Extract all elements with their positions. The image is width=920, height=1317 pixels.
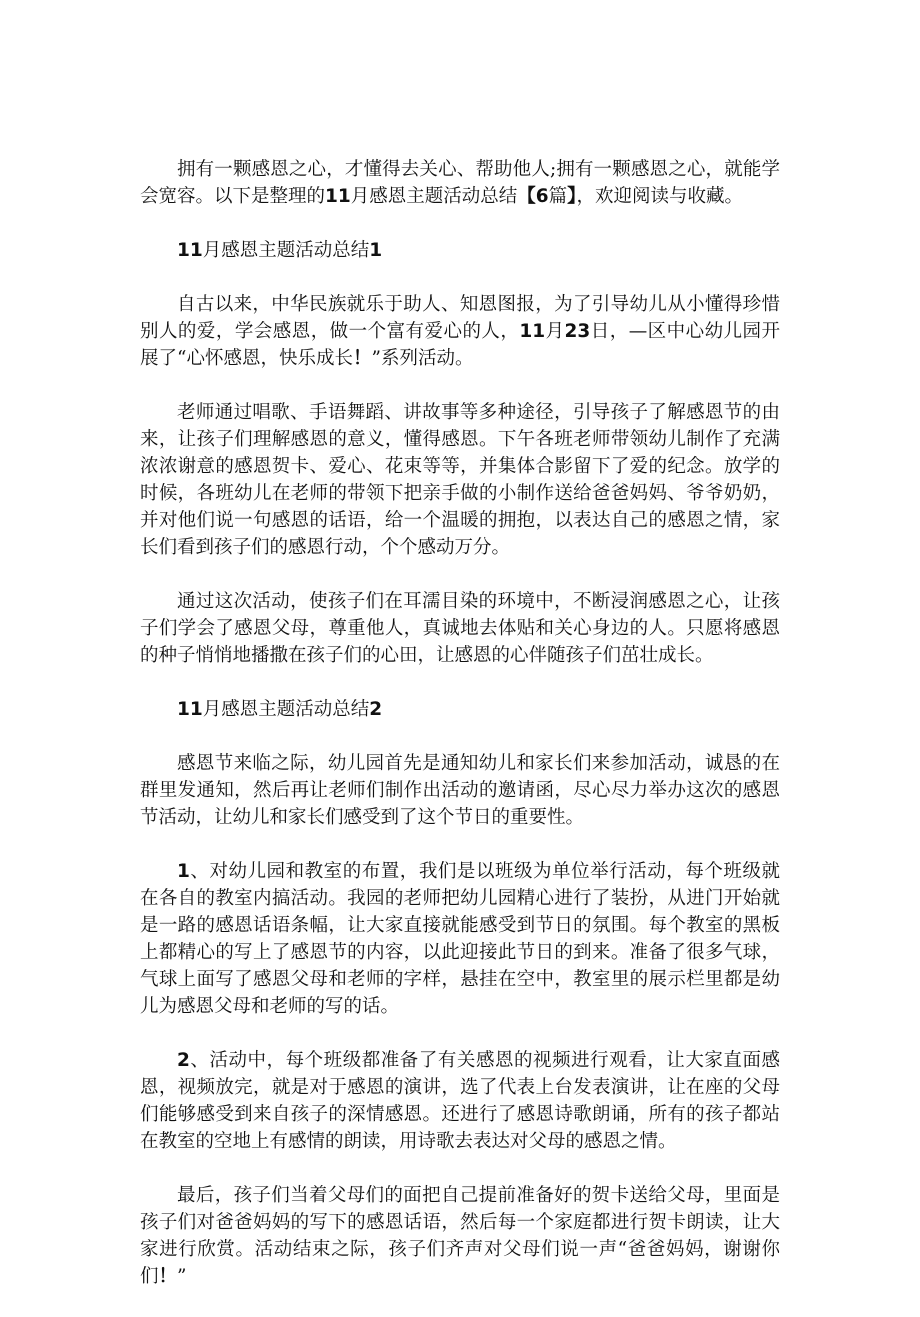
section1-paragraph-2: 老师通过唱歌、手语舞蹈、讲故事等多种途径，引导孩子了解感恩节的由来，让孩子们理解感恩的意义，懂得感恩。下午各班老师带领幼儿制作了充满浓浓谢意的感恩贺卡、爱心、花束等等，并集体合影留下了爱的纪念。放学的时候，各班幼儿在老师的带领下把亲手做的小制作送给爸爸妈妈、爷爷奶奶，并对他们说一句感恩的话语，给一个温暖的拥抱，以表达自己的感恩之情，家长们看到孩子们的感恩行动，个个感动万分。 (140, 402, 780, 558)
section2-paragraph-1: 感恩节来临之际，幼儿园首先是通知幼儿和家长们来参加活动，诚恳的在群里发通知，然后再让老师们制作出活动的邀请函，尽心尽力举办这次的感恩节活动，让幼儿和家长们感受到了这个节日的重要性。 (140, 753, 780, 828)
section-heading-1: 11月感恩主题活动总结1 (177, 240, 383, 261)
document-page (140, 156, 780, 1317)
section-heading-2: 11月感恩主题活动总结2 (177, 699, 383, 720)
section2-paragraph-3: 2、活动中，每个班级都准备了有关感恩的视频进行观看，让大家直面感恩，视频放完，就是对于感恩的演讲，选了代表上台发表演讲，让在座的父母们能够感受到来自孩子的深情感恩。还进行了感恩诗歌朗诵，所有的孩子都站在教室的空地上有感情的朗读，用诗歌去表达对父母的感恩之情。 (140, 1050, 780, 1152)
section2-paragraph-2: 1、对幼儿园和教室的布置，我们是以班级为单位举行活动，每个班级就在各自的教室内搞活动。我园的老师把幼儿园精心进行了装扮，从进门开始就是一路的感恩话语条幅，让大家直接就能感受到节日的氛围。每个教室的黑板上都精心的写上了感恩节的内容，以此迎接此节日的到来。准备了很多气球，气球上面写了感恩父母和老师的字样，悬挂在空中，教室里的展示栏里都是幼儿为感恩父母和老师的写的话。 (140, 861, 780, 1017)
intro-paragraph: 拥有一颗感恩之心，才懂得去关心、帮助他人;拥有一颗感恩之心，就能学会宽容。以下是整理的11月感恩主题活动总结【6篇】，欢迎阅读与收藏。 (140, 159, 780, 207)
section1-paragraph-3: 通过这次活动，使孩子们在耳濡目染的环境中，不断浸润感恩之心，让孩子们学会了感恩父母，尊重他人，真诚地去体贴和关心身边的人。只愿将感恩的种子悄悄地播撒在孩子们的心田，让感恩的心伴随孩子们茁壮成长。 (140, 591, 780, 666)
section1-paragraph-1: 自古以来，中华民族就乐于助人、知恩图报，为了引导幼儿从小懂得珍惜别人的爱，学会感恩，做一个富有爱心的人，11月23日，—区中心幼儿园开展了“心怀感恩，快乐成长！”系列活动。 (140, 294, 780, 369)
section2-paragraph-4: 最后，孩子们当着父母们的面把自己提前准备好的贺卡送给父母，里面是孩子们对爸爸妈妈的写下的感恩话语，然后每一个家庭都进行贺卡朗读，让大家进行欣赏。活动结束之际，孩子们齐声对父母们说一声“爸爸妈妈，谢谢你们！” (140, 1185, 780, 1287)
